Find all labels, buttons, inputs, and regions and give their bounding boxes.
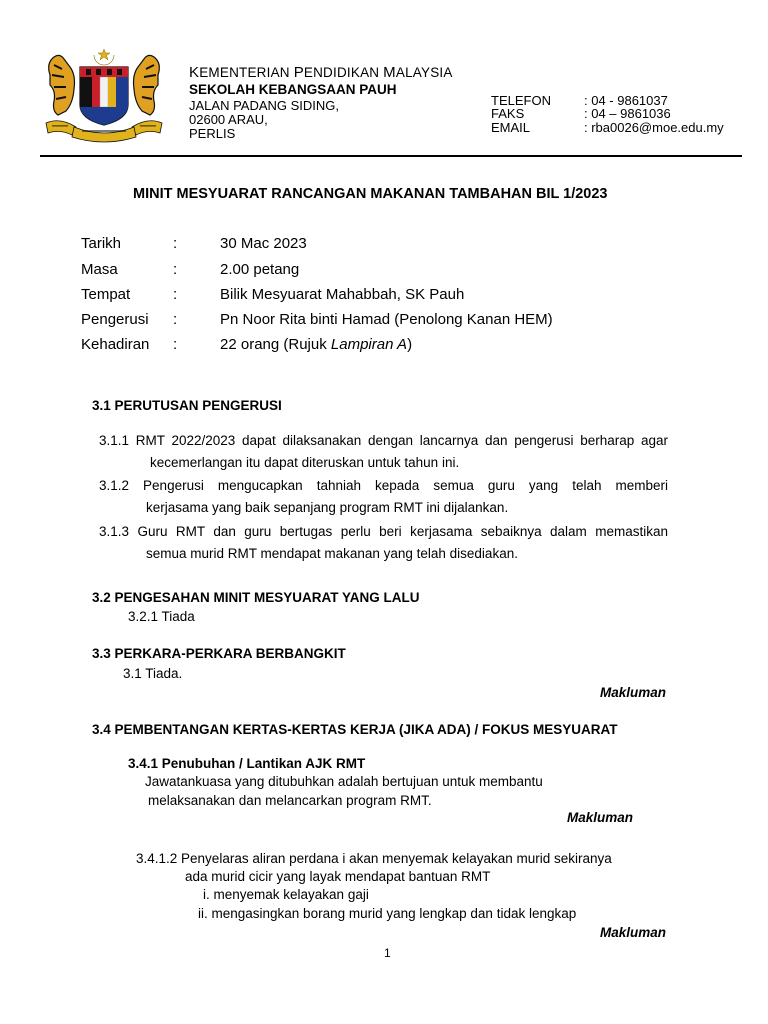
section-3-1-heading: 3.1 PERUTUSAN PENGERUSI bbox=[92, 398, 282, 413]
contact-label-telefon: TELEFON bbox=[491, 93, 551, 108]
kehadiran-text: 22 orang (Rujuk bbox=[220, 336, 331, 353]
info-label-tempat: Tempat bbox=[81, 286, 131, 303]
jata-negara-logo bbox=[40, 45, 168, 145]
info-value-pengerusi: Pn Noor Rita binti Hamad (Penolong Kanan HEM) bbox=[220, 311, 553, 328]
item-3-1-1-line-2: kecemerlangan itu dapat diteruskan untuk tahun ini. bbox=[150, 455, 460, 470]
item-3-2-1: 3.2.1 Tiada bbox=[128, 609, 195, 624]
ministry-word-2: ENDIDIKAN bbox=[303, 65, 384, 80]
info-label-pengerusi: Pengerusi bbox=[81, 311, 149, 328]
subsection-3-4-1-line-1: Jawatankuasa yang ditubuhkan adalah bertujuan untuk membantu bbox=[145, 774, 543, 789]
contact-value-telefon: : 04 - 9861037 bbox=[584, 93, 668, 108]
info-value-tarikh: 30 Mac 2023 bbox=[220, 235, 307, 252]
info-value-masa: 2.00 petang bbox=[220, 261, 300, 278]
info-value-tempat: Bilik Mesyuarat Mahabbah, SK Pauh bbox=[220, 286, 465, 303]
info-label-kehadiran: Kehadiran bbox=[81, 336, 150, 353]
info-value-kehadiran bbox=[220, 336, 412, 353]
list-item-ii: ii. mengasingkan borang murid yang lengkap dan tidak lengkap bbox=[198, 906, 577, 921]
subsection-3-4-1-heading: 3.4.1 Penubuhan / Lantikan AJK RMT bbox=[128, 756, 366, 771]
school-name: SEKOLAH KEBANGSAAN PAUH bbox=[189, 82, 397, 97]
item-3-1-3-line-2: semua murid RMT mendapat makanan yang telah disediakan. bbox=[146, 546, 518, 561]
ministry-word-3: ALAYSIA bbox=[395, 65, 453, 80]
info-colon: : bbox=[173, 311, 178, 328]
ministry-word-1: EMENTERIAN bbox=[199, 65, 294, 80]
info-label-masa: Masa bbox=[81, 261, 118, 278]
page-number: 1 bbox=[384, 946, 391, 960]
item-3-1-3-line-1: 3.1.3 Guru RMT dan guru bertugas perlu beri kerjasama sebaiknya dalam memastikan bbox=[99, 524, 668, 539]
contact-value-faks: : 04 – 9861036 bbox=[584, 106, 671, 121]
ministry-name bbox=[189, 64, 453, 81]
section-3-3-heading: 3.3 PERKARA-PERKARA BERBANGKIT bbox=[92, 646, 346, 661]
info-colon: : bbox=[173, 336, 178, 353]
kehadiran-close: ) bbox=[407, 336, 413, 353]
item-3-1-2-line-1: 3.1.2 Pengerusi mengucapkan tahniah kepada semua guru yang telah memberi bbox=[99, 478, 668, 493]
info-colon: : bbox=[173, 286, 178, 303]
address-line-1: JALAN PADANG SIDING, bbox=[189, 98, 340, 113]
contact-label-faks: FAKS bbox=[491, 106, 525, 121]
info-label-tarikh: Tarikh bbox=[81, 235, 122, 252]
item-3-4-1-2-line-2: ada murid cicir yang layak mendapat bantuan RMT bbox=[185, 869, 491, 884]
address-line-2: 02600 ARAU, bbox=[189, 112, 268, 127]
makluman-note: Makluman bbox=[599, 925, 666, 940]
item-3-4-1-2-line-1: 3.4.1.2 Penyelaras aliran perdana i akan menyemak kelayakan murid sekiranya bbox=[136, 851, 612, 866]
subsection-3-4-1-line-2: melaksanakan dan melancarkan program RMT. bbox=[148, 793, 432, 808]
ministry-initial-p: P bbox=[293, 64, 304, 81]
item-3-3-1: 3.1 Tiada. bbox=[123, 666, 183, 681]
document-title: MINIT MESYUARAT RANCANGAN MAKANAN TAMBAHAN BIL 1/2023 bbox=[133, 186, 608, 202]
section-3-2-heading: 3.2 PENGESAHAN MINIT MESYUARAT YANG LALU bbox=[92, 590, 420, 605]
contact-value-email: : rba0026@moe.edu.my bbox=[584, 120, 724, 135]
makluman-note: Makluman bbox=[566, 810, 633, 825]
contact-label-email: EMAIL bbox=[491, 120, 531, 135]
header-divider bbox=[40, 155, 742, 157]
list-item-i: i. menyemak kelayakan gaji bbox=[203, 887, 369, 902]
ministry-initial-k: K bbox=[189, 64, 200, 81]
item-3-1-1-line-1: 3.1.1 RMT 2022/2023 dapat dilaksanakan dengan lancarnya dan pengerusi berharap agar bbox=[99, 433, 668, 448]
info-colon: : bbox=[173, 261, 178, 278]
makluman-note: Makluman bbox=[599, 685, 666, 700]
section-3-4-heading: 3.4 PEMBENTANGAN KERTAS-KERTAS KERJA (JIKA ADA) / FOKUS MESYUARAT bbox=[92, 722, 618, 737]
address-line-3: PERLIS bbox=[189, 126, 236, 141]
lampiran-link-text: Lampiran A bbox=[330, 336, 408, 353]
info-colon: : bbox=[173, 235, 178, 252]
ministry-initial-m: M bbox=[383, 64, 396, 81]
item-3-1-2-line-2: kerjasama yang baik sepanjang program RMT ini dijalankan. bbox=[146, 500, 509, 515]
